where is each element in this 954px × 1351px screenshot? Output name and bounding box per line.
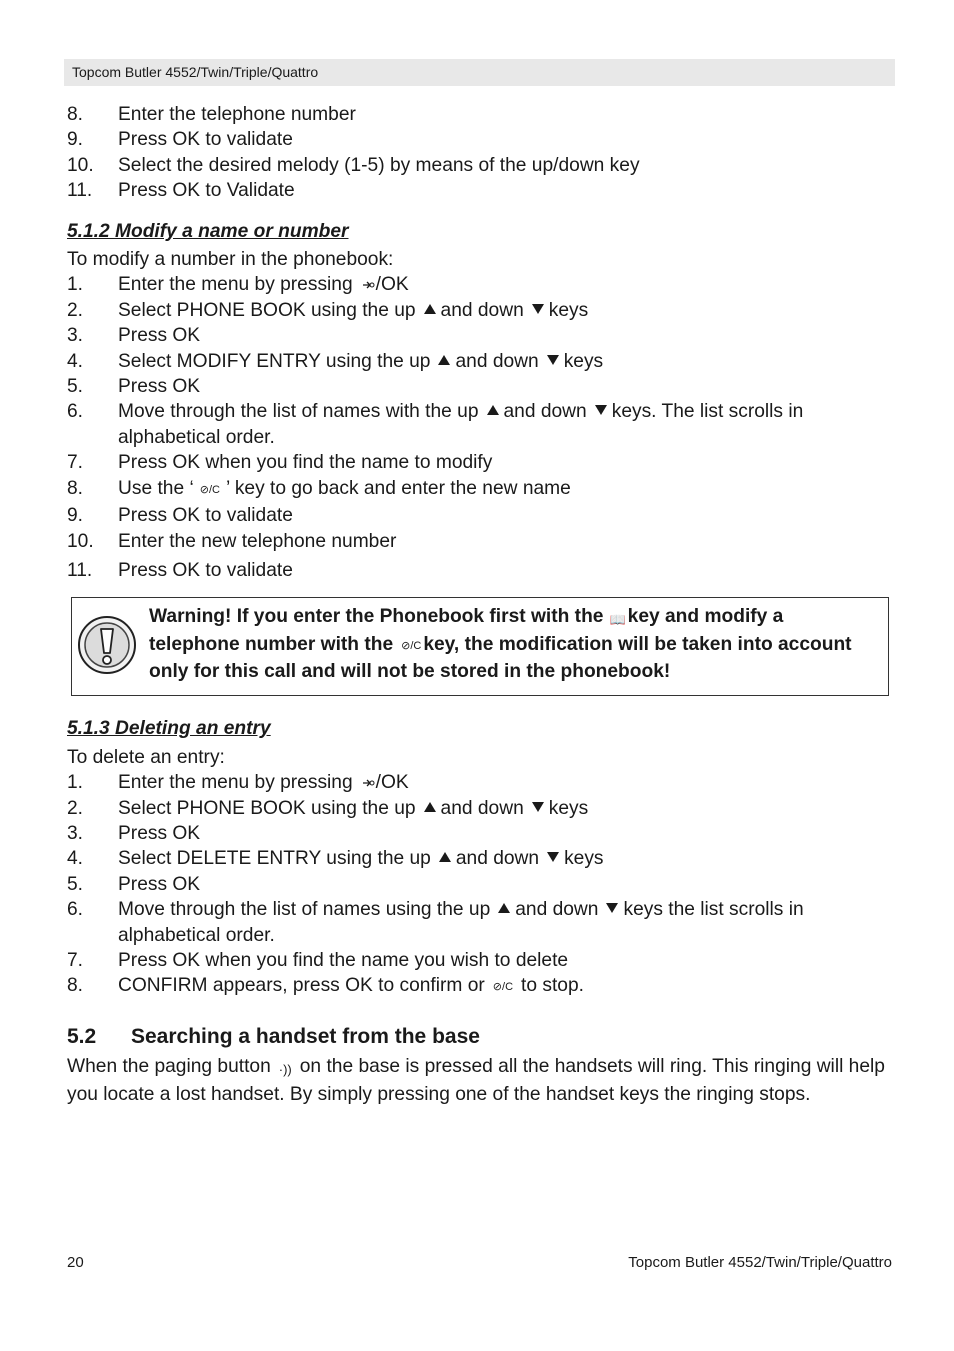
delete-intro: To delete an entry: [67, 746, 225, 768]
running-header [64, 59, 895, 86]
top-list [67, 102, 897, 204]
list-item: 6. Move through the list of names with the up and down keys. The list scrolls in alphabetical order. [67, 401, 804, 448]
list-item: 7. Press OK when you find the name you wish to delete [67, 949, 569, 971]
warning-box [71, 597, 889, 696]
list-item: 10. Select the desired melody (1-5) by means of the up/down key [67, 154, 640, 176]
down-arrow-icon [532, 802, 544, 812]
down-arrow-icon [532, 304, 544, 314]
list-item: 2. Select PHONE BOOK using the up and down keys [67, 299, 589, 321]
list-item: 1. Enter the menu by pressing /OK [67, 772, 409, 794]
header-title: Topcom Butler 4552/Twin/Triple/Quattro [72, 64, 319, 80]
clear-key-icon: ⊘/C [199, 483, 220, 496]
section-paragraph: When the paging button ·)) on the base is pressed all the handsets will ring. This ringing will help you locate a lost handset. By simply pressing one of the handset keys the ringing stops. [67, 1055, 885, 1106]
up-arrow-icon [487, 405, 499, 415]
delete-steps [67, 770, 897, 1001]
paging-icon: ·)) [278, 1061, 292, 1077]
list-item: 9. Press OK to validate [67, 129, 293, 151]
up-arrow-icon [439, 852, 451, 862]
list-item: 11. Press OK to validate [67, 559, 293, 581]
list-item: 2. Select PHONE BOOK using the up and down keys [67, 797, 589, 819]
page-number: 20 [67, 1254, 84, 1271]
modify-intro: To modify a number in the phonebook: [67, 249, 394, 271]
menu-key-icon [361, 776, 375, 790]
list-item: 3. Press OK [67, 822, 201, 844]
down-arrow-icon [606, 903, 618, 913]
up-arrow-icon [498, 903, 510, 913]
list-item: 4. Select MODIFY ENTRY using the up and down keys [67, 350, 604, 372]
warning-text: Warning! If you enter the Phonebook first with the 📖 key and modify a telephone number with the ⊘/C key, the modification will be taken into account only for this call and will not be stored in the phonebook! [149, 606, 852, 683]
list-item: 8. Use the ‘ ⊘/C ’ key to go back and enter the new name [67, 476, 897, 503]
up-arrow-icon [424, 304, 436, 314]
list-item: 5. Press OK [67, 376, 201, 398]
up-arrow-icon [424, 802, 436, 812]
list-item: 9. Press OK to validate [67, 505, 293, 527]
modify-steps [67, 272, 897, 583]
list-item: 1. Enter the menu by pressing /OK [67, 274, 409, 296]
list-item: 8. Enter the telephone number [67, 104, 356, 125]
section-heading: 5.2 Searching a handset from the base [67, 1024, 480, 1048]
list-item: 5. Press OK [67, 873, 201, 895]
down-arrow-icon [547, 852, 559, 862]
list-item: 6. Move through the list of names using the up and down keys the list scrolls in alphabetical order. [67, 899, 804, 946]
list-item: 7. Press OK when you find the name to modify [67, 452, 493, 474]
subsection-heading-modify: 5.1.2 Modify a name or number [67, 220, 349, 242]
list-item: 8. CONFIRM appears, press OK to confirm or ⊘/C to stop. [67, 973, 897, 1000]
up-arrow-icon [438, 355, 450, 365]
list-item: 4. Select DELETE ENTRY using the up and down keys [67, 848, 604, 870]
warning-exclamation-icon [77, 615, 137, 675]
clear-key-icon: ⊘/C [492, 981, 514, 994]
list-item: 10. Enter the new telephone number [67, 530, 397, 552]
list-item: 11. Press OK to Validate [67, 180, 295, 202]
footer-title: Topcom Butler 4552/Twin/Triple/Quattro [628, 1254, 892, 1271]
down-arrow-icon [547, 355, 559, 365]
phonebook-icon: 📖 [609, 612, 626, 627]
list-item: 3. Press OK [67, 325, 201, 347]
down-arrow-icon [595, 405, 607, 415]
menu-key-icon [361, 278, 375, 292]
clear-key-icon: ⊘/C [401, 640, 422, 653]
subsection-heading-delete: 5.1.3 Deleting an entry [67, 718, 271, 740]
